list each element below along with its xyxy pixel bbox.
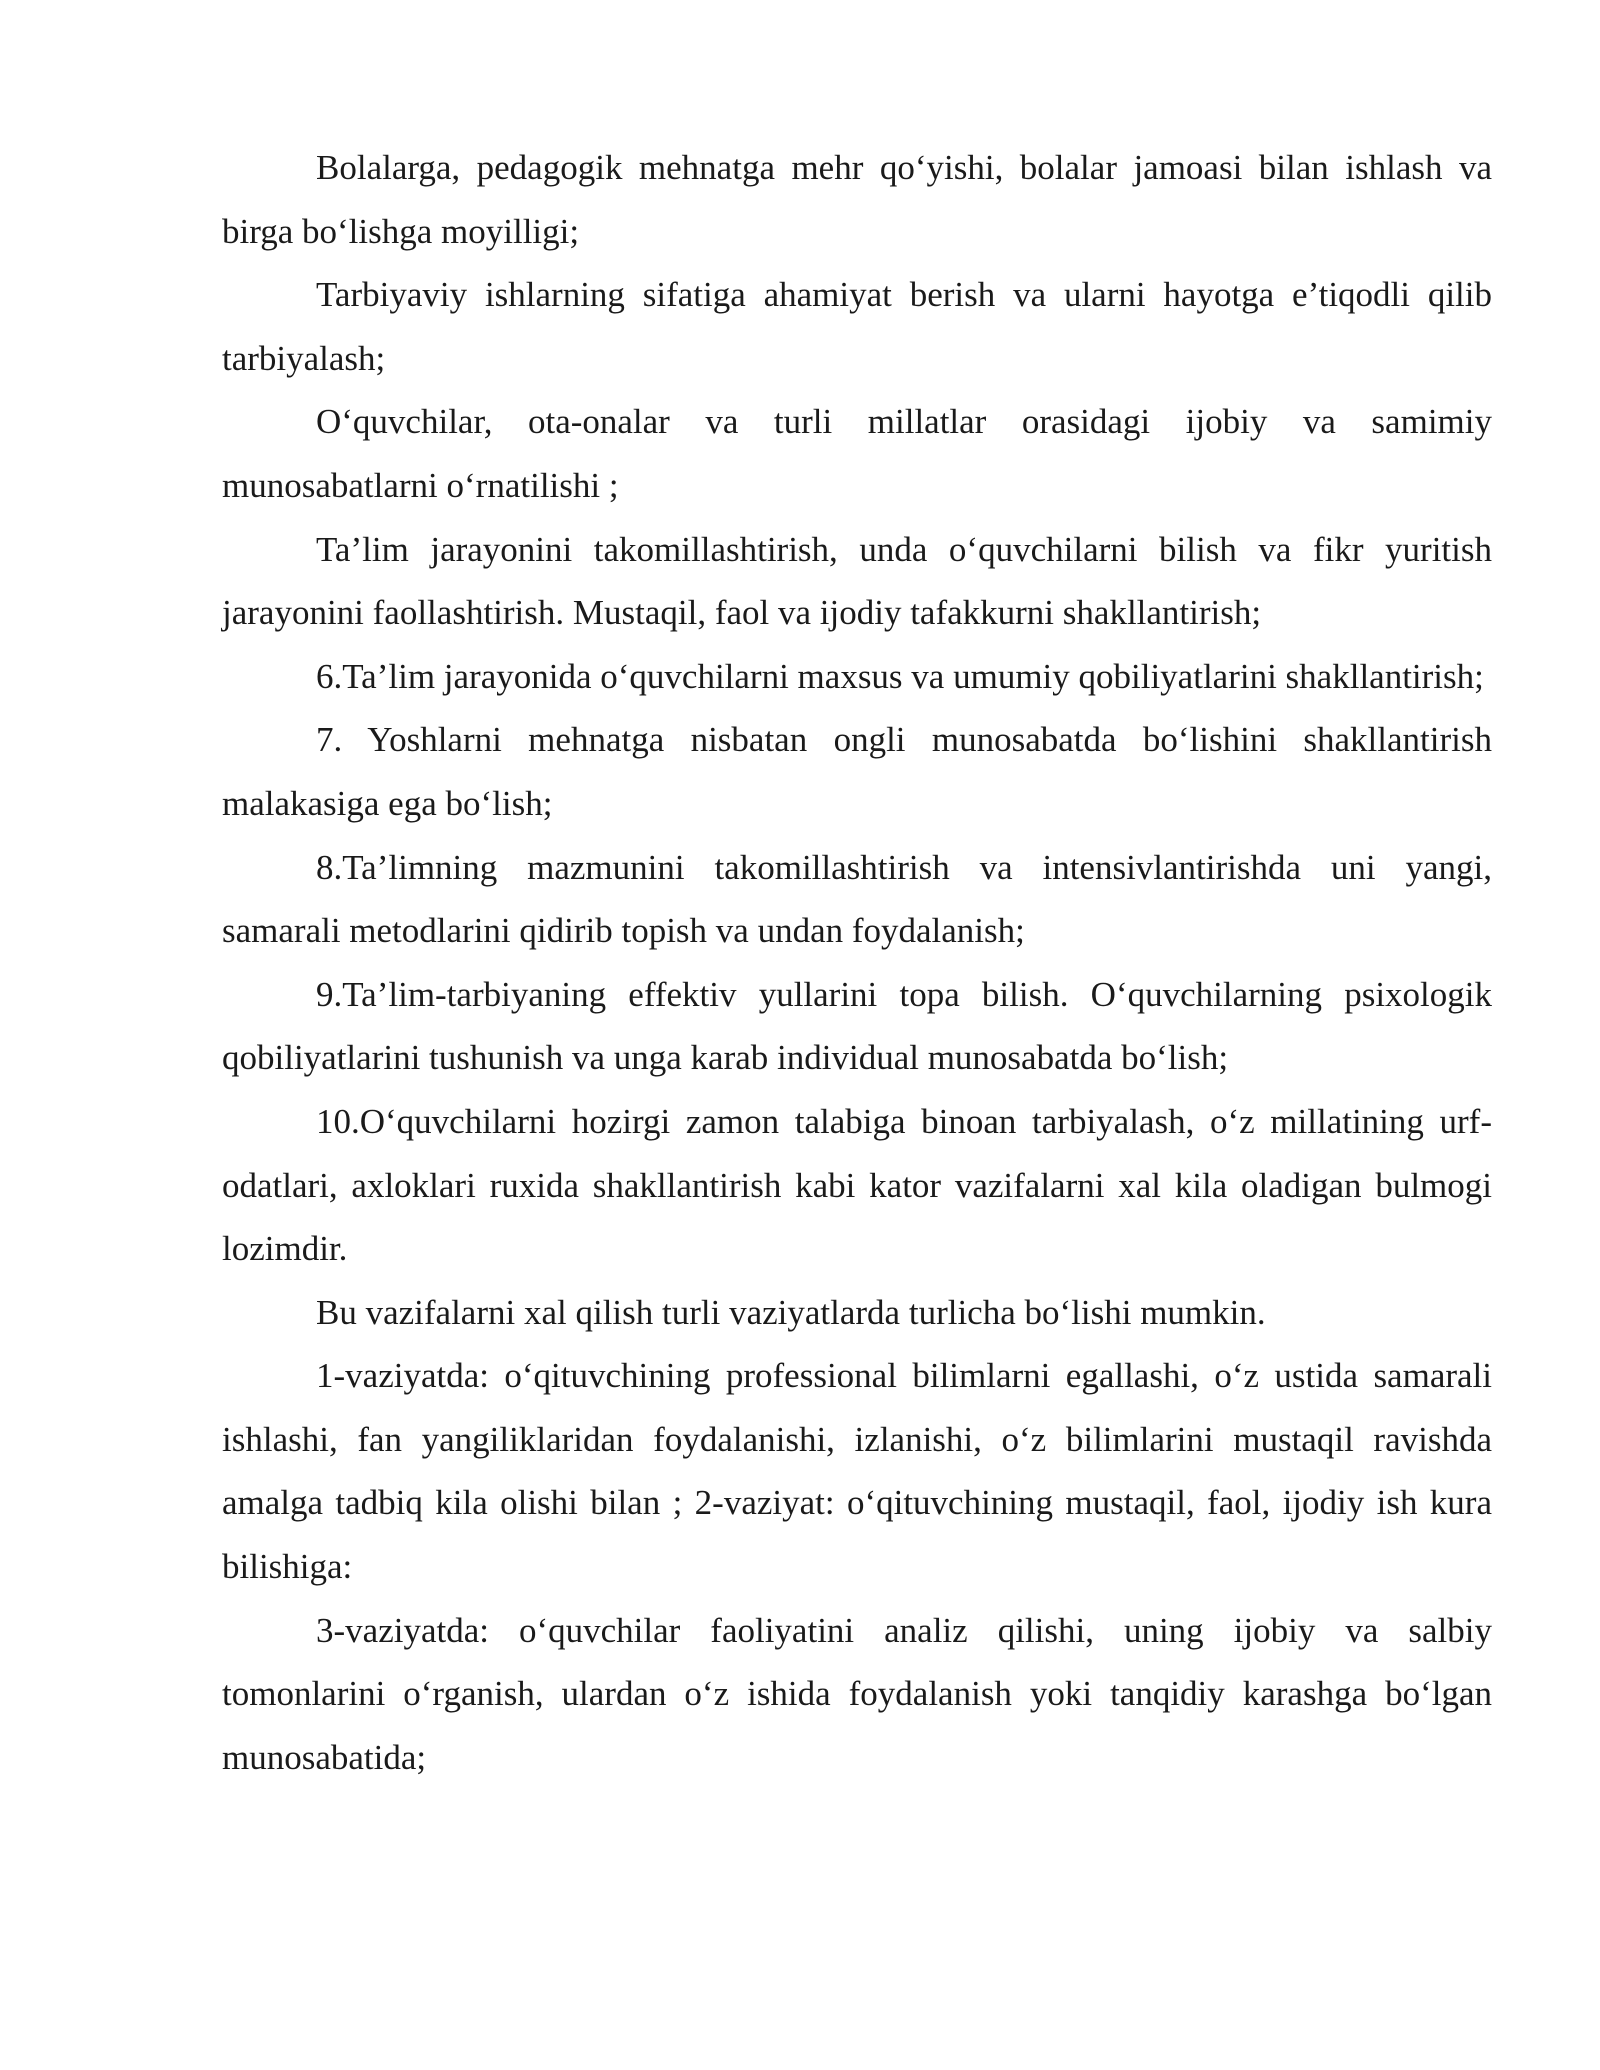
paragraph-item-6: 6.Ta’lim jarayonida oʻquvchilarni maxsus va umumiy qobiliyatlarini shakllantirish; (316, 656, 1484, 696)
paragraph-educational-work-quality: Tarbiyaviy ishlarning sifatiga ahamiyat berish va ularni hayotga e’tiqodli qilib tarbiyalash; (222, 275, 1492, 378)
paragraph-item-9: 9.Ta’lim-tarbiyaning effektiv yullarini topa bilish. Oʻquvchilarning psixologik qobiliyatlarini tushunish va unga karab individual munosabatda boʻlish; (222, 974, 1492, 1078)
paragraph-love-for-children: Bolalarga, pedagogik mehnatga mehr qoʻyishi, bolalar jamoasi bilan ishlash va birga boʻlishga moyilligi; (222, 148, 1492, 251)
paragraph-situation-3: 3-vaziyatda: oʻquvchilar faoliyatini analiz qilishi, uning ijobiy va salbiy tomonlarini oʻrganish, ulardan oʻz ishida foydalanish yoki tanqidiy karashga boʻlgan munosabatida; (222, 1610, 1492, 1777)
paragraph-positive-relations: Oʻquvchilar, ota-onalar va turli millatlar orasidagi ijobiy va samimiy munosabatlarni oʻrnatilishi ; (222, 402, 1492, 505)
paragraph-item-7: 7. Yoshlarni mehnatga nisbatan ongli munosabatda boʻlishini shakllantirish malakasiga ega boʻlish; (222, 720, 1492, 823)
document-page (222, 136, 1492, 1789)
paragraph-tasks-intro: Bu vazifalarni xal qilish turli vaziyatlarda turlicha boʻlishi mumkin. (316, 1292, 1266, 1332)
paragraph-situation-1-2: 1-vaziyatda: oʻqituvchining professional bilimlarni egallashi, oʻz ustida samarali ishlashi, fan yangiliklaridan foydalanishi, izlanishi, oʻz bilimlarini mustaqil ravishda amalga tadbiq kila olishi bilan ; 2-vaziyat: oʻqituvchining mustaqil, faol, ijodiy ish kura bilishiga: (222, 1356, 1492, 1587)
paragraph-improve-learning-process: Ta’lim jarayonini takomillashtirish, unda oʻquvchilarni bilish va fikr yuritish jarayonini faollashtirish. Mustaqil, faol va ijodiy tafakkurni shakllantirish; (222, 529, 1492, 633)
paragraph-item-8: 8.Ta’limning mazmunini takomillashtirish va intensivlantirishda uni yangi, samarali metodlarini qidirib topish va undan foydalanish; (222, 847, 1492, 951)
paragraph-item-10: 10.Oʻquvchilarni hozirgi zamon talabiga binoan tarbiyalash, oʻz millatining urf-odatlari, axloklari ruxida shakllantirish kabi kator vazifalarni xal kila oladigan bulmogi lozimdir. (222, 1101, 1492, 1269)
